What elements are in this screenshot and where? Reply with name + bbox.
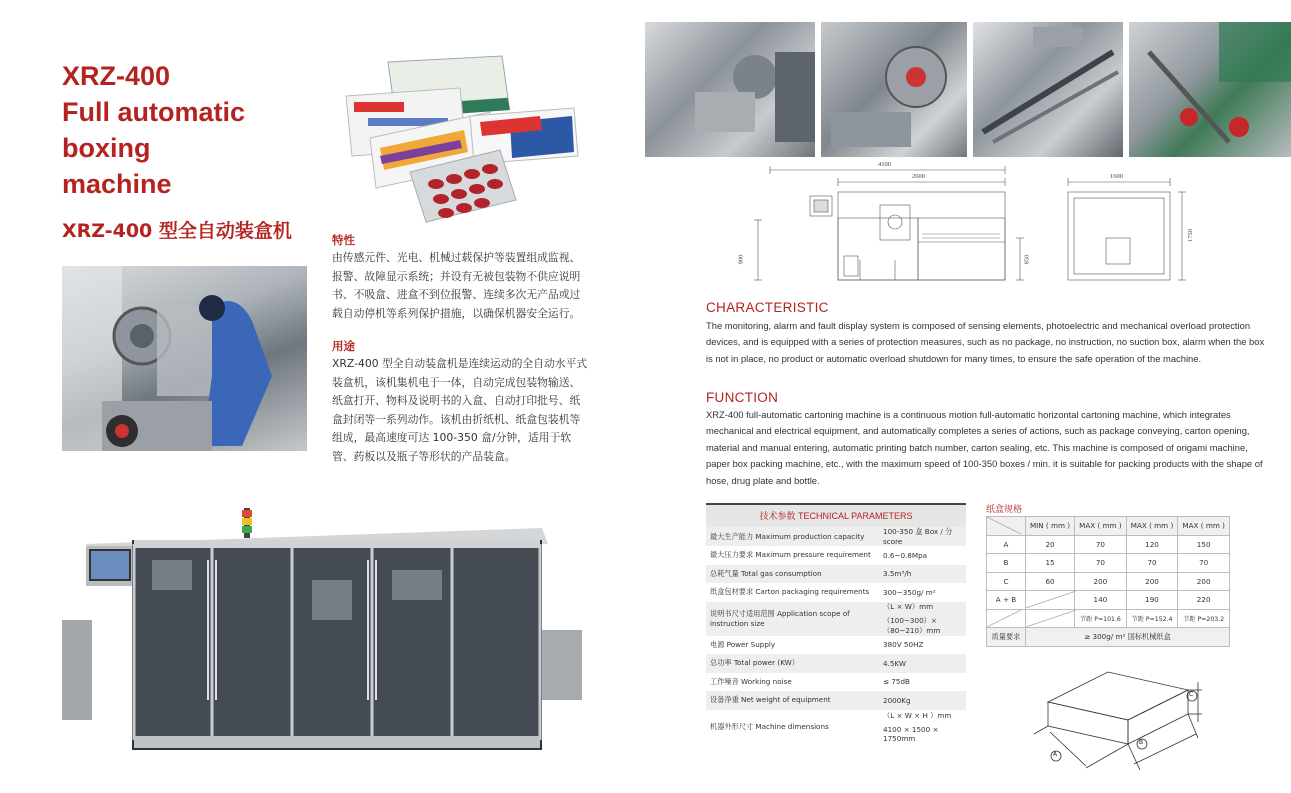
tech-param-value (879, 546, 966, 565)
tech-param-value-line: 4.5KW (883, 658, 906, 668)
carton-cell: 70 (1075, 535, 1127, 554)
tech-param-value (879, 636, 966, 655)
carton-header: MAX ( mm ) (1126, 517, 1178, 536)
carton-cell: 140 (1075, 591, 1127, 610)
product-title-en (62, 58, 322, 202)
tech-param-value-line: 4100 × 1500 × 1750mm (883, 724, 939, 743)
carton-row-label: B (987, 554, 1026, 573)
carton-header: MAX ( mm ) (1075, 517, 1127, 536)
carton-header: MIN ( mm ) (1026, 517, 1075, 536)
tech-param-row (706, 673, 966, 692)
function-heading: FUNCTION (706, 390, 779, 405)
dim-middle: 2600 (912, 173, 925, 180)
tech-param-label: 总耗气量 Total gas consumption (706, 565, 879, 584)
tech-param-value (879, 691, 966, 710)
tech-param-row (706, 602, 966, 636)
tech-param-value-line: 100-350 盒 Box / 分 score (883, 527, 953, 546)
features-text: 由传感元件、光电、机械过载保护等装置组成监视、报警、故障显示系统；并设有无被包装物不供应说明书、不吸盒、进盒不到位报警、连续多次无产品或过载自动停机等系列保护措施，以确保机器安全运行。 (332, 251, 581, 320)
tech-param-value-line: 3.5m³/h (883, 569, 912, 579)
carton-header: MAX ( mm ) (1178, 517, 1230, 536)
tech-param-label: 总功率 Total power (KW） (706, 654, 879, 673)
product-packages-image (340, 52, 590, 227)
dim-overall: 4100 (878, 161, 891, 168)
tech-params-rows (706, 527, 966, 744)
tech-param-row (706, 691, 966, 710)
title-line: machine (62, 169, 172, 199)
quality-label: 质量要求 (987, 628, 1026, 647)
carton-cell: 200 (1075, 572, 1127, 591)
usage-text: XRZ-400 型全自动装盒机是连续运动的全自动水平式装盒机，该机集机电于一体，自动完成包装物输送、纸盒打开、物料及说明书的入盒、自动打印批号、纸盒封闭等一系列动作。该机由折纸机、纸盒包装机等组成，最高速度可达 100-350 盒/分钟，适用于软管、药板以及瓶子等形状的产品装盒。 (332, 357, 588, 463)
operator-photo (62, 266, 307, 451)
tech-param-value (879, 654, 966, 673)
carton-cell: 190 (1126, 591, 1178, 610)
carton-cell: 70 (1178, 554, 1230, 573)
usage-heading: 用途 (332, 339, 355, 353)
machine-photo (62, 500, 582, 755)
carton-dimension-diagram (1030, 662, 1220, 772)
tech-param-row (706, 636, 966, 655)
function-text: XRZ-400 full-automatic cartoning machine is a continuous motion full-automatic horizontal cartoning machine, which integrates mechanical and electrical equipment, and automatically completes a series of actions, such as package conveying, carton opening, material and manual entering, automatic printing batch number, carton sealing, etc. This machine is composed of origami machine, paper box packing machine, etc., with the maximum speed of 100-350 boxes / min. it is suitable for packing products with the shape of hose, drug plate and bottle. (706, 409, 1263, 486)
tech-param-row (706, 546, 966, 565)
dim-side-width: 1600 (1110, 173, 1123, 180)
carton-cell: 220 (1178, 591, 1230, 610)
tech-param-row (706, 583, 966, 602)
detail-photo-4 (1129, 22, 1291, 157)
detail-photo-2 (821, 22, 967, 157)
carton-cell (1026, 609, 1075, 628)
detail-photo-3 (973, 22, 1123, 157)
carton-corner-cell (987, 517, 1026, 536)
carton-heading: 纸盒规格 (986, 505, 1023, 515)
carton-table (986, 516, 1230, 647)
quality-value: ≥ 300g/ m² 国标机械纸盒 (1026, 628, 1230, 647)
tech-param-row (706, 710, 966, 744)
carton-cell (1026, 591, 1075, 610)
carton-row-label (987, 609, 1026, 628)
tech-param-label: 电源 Power Supply (706, 636, 879, 655)
carton-cell: 70 (1126, 554, 1178, 573)
tech-param-value (879, 583, 966, 602)
tech-param-row (706, 565, 966, 584)
tech-param-label: 说明书尺寸适用范围 Application scope of instruction size (706, 602, 879, 636)
tech-param-value-line: 300~350g/ m² (883, 587, 936, 597)
tech-params-heading: 技术参数 TECHNICAL PARAMETERS (706, 503, 966, 527)
carton-cell: 20 (1026, 535, 1075, 554)
characteristic-text: The monitoring, alarm and fault display system is composed of sensing elements, photoelectric and mechanical overload protection devices, and is equipped with a series of protection measures, such as no package, no instruction, no suction box, alarm when the box is not in place, no product or automatic overload shutdown for many times, to ensure the safe operation of the machine. (706, 320, 1265, 364)
tech-param-value (879, 527, 966, 546)
tech-param-value-line: （100~300）×（80~210）mm (883, 615, 941, 635)
tech-param-value-line: （L × W × H ）mm (883, 710, 952, 720)
carton-cell: 15 (1026, 554, 1075, 573)
tech-param-row (706, 527, 966, 546)
tech-param-label: 工作噪音 Working noise (706, 673, 879, 692)
tech-param-label: 机器外形尺寸 Machine dimensions (706, 710, 879, 744)
carton-cell: 70 (1075, 554, 1127, 573)
carton-cell: 节距 P=152.4 (1126, 609, 1178, 628)
tech-param-value-line: 380V 50HZ (883, 640, 924, 650)
tech-param-value-line: ≤ 75dB (883, 677, 910, 687)
tech-param-label: 设备净重 Net weight of equipment (706, 691, 879, 710)
carton-cell: 200 (1126, 572, 1178, 591)
carton-cell: 200 (1178, 572, 1230, 591)
detail-photo-1 (645, 22, 815, 157)
product-title-cn: XRZ-400 型全自动装盒机 (62, 220, 292, 242)
tech-param-value (879, 673, 966, 692)
dim-height-mid: 850 (1023, 254, 1031, 265)
tech-param-value-line: （L × W）mm (883, 601, 934, 611)
box-label-b: B (1139, 739, 1144, 746)
tech-param-value (879, 565, 966, 584)
tech-param-value-line: 2000Kg (883, 695, 911, 705)
carton-cell: 60 (1026, 572, 1075, 591)
machine-drawing (737, 160, 1200, 290)
tech-param-value (879, 602, 966, 636)
tech-param-label: 最大压力要求 Maximum pressure requirement (706, 546, 879, 565)
carton-cell: 120 (1126, 535, 1178, 554)
tech-param-value (879, 710, 966, 744)
tech-param-row (706, 654, 966, 673)
carton-cell: 150 (1178, 535, 1230, 554)
box-label-c: C (1189, 691, 1194, 698)
dim-height-side: 1750 (1187, 229, 1194, 242)
carton-cell: 节距 P=203.2 (1178, 609, 1230, 628)
carton-row-label: A + B (987, 591, 1026, 610)
carton-row-label: A (987, 535, 1026, 554)
characteristic-heading: CHARACTERISTIC (706, 300, 829, 315)
tech-param-label: 最大生产能力 Maximum production capacity (706, 527, 879, 546)
title-line: boxing (62, 133, 151, 163)
tech-params-table (706, 503, 966, 744)
title-line: XRZ-400 (62, 61, 171, 91)
tech-param-value-line: 0.6~0.8Mpa (883, 550, 928, 560)
carton-cell: 节距 P=101.6 (1075, 609, 1127, 628)
title-line: Full automatic (62, 97, 246, 127)
tech-param-label: 纸盒包材要求 Carton packaging requirements (706, 583, 879, 602)
dim-height-left: 900 (737, 254, 745, 265)
features-heading: 特性 (332, 233, 355, 247)
box-label-a: A (1053, 751, 1058, 758)
carton-row-label: C (987, 572, 1026, 591)
